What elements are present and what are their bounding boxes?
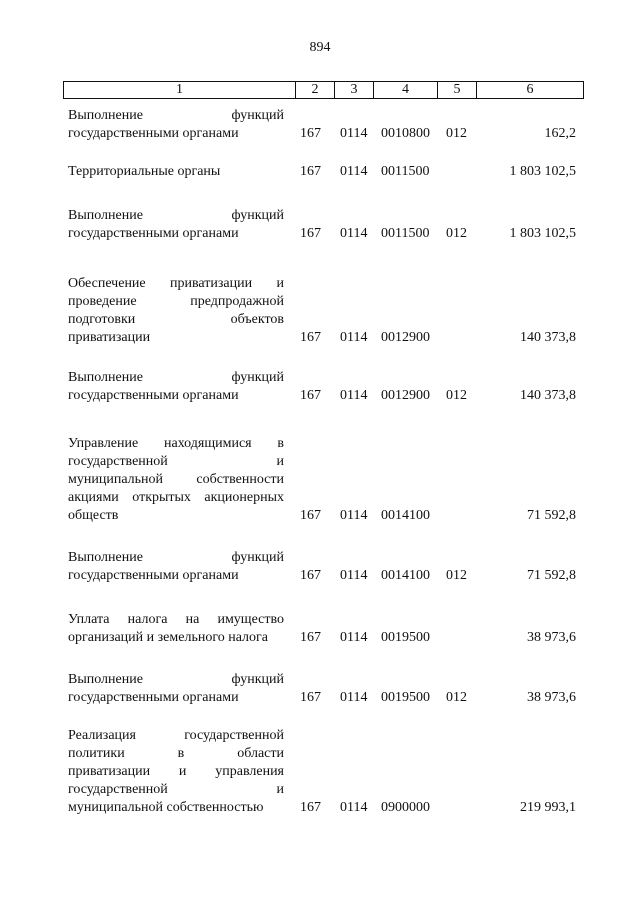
row-c5: 012: [446, 690, 467, 705]
row-c3: 0114: [340, 226, 368, 241]
row-name-line: Уплата налога на имущество: [68, 612, 284, 627]
row-c6: 71 592,8: [527, 508, 576, 523]
row-c6: 1 803 102,5: [509, 164, 576, 179]
row-c3: 0114: [340, 330, 368, 345]
row-c2: 167: [300, 568, 321, 583]
row-c3: 0114: [340, 388, 368, 403]
row-c4: 0012900: [381, 388, 430, 403]
row-c4: 0019500: [381, 690, 430, 705]
row-c6: 71 592,8: [527, 568, 576, 583]
row-c4: 0011500: [381, 226, 430, 241]
row-name-line: обществ: [68, 508, 119, 523]
row-name-line: политики в области: [68, 746, 284, 761]
row-name: [68, 369, 284, 405]
row-c4: 0014100: [381, 568, 430, 583]
row-name-line: организаций и земельного налога: [68, 630, 268, 645]
header-col-3: 3: [335, 82, 374, 98]
row-name-line: Обеспечение приватизации и: [68, 276, 284, 291]
row-name: [68, 107, 284, 143]
row-name: [68, 611, 284, 647]
row-c2: 167: [300, 800, 321, 815]
row-name-line: приватизации: [68, 330, 151, 345]
row-name-line: Территориальные органы: [68, 164, 221, 179]
row-name: [68, 549, 284, 585]
row-name: [68, 727, 284, 817]
row-c3: 0114: [340, 690, 368, 705]
row-c3: 0114: [340, 508, 368, 523]
row-name-line: государственными органами: [68, 388, 239, 403]
header-col-5: 5: [438, 82, 477, 98]
row-name: [68, 435, 284, 525]
row-c6: 162,2: [544, 126, 576, 141]
row-c5: 012: [446, 388, 467, 403]
row-name-line: государственными органами: [68, 568, 239, 583]
row-name-line: Реализация государственной: [68, 728, 284, 743]
row-c4: 0010800: [381, 126, 430, 141]
row-c6: 38 973,6: [527, 630, 576, 645]
row-c5: 012: [446, 126, 467, 141]
row-name-line: Выполнение функций: [68, 672, 284, 687]
row-name-line: Выполнение функций: [68, 208, 284, 223]
row-c4: 0014100: [381, 508, 430, 523]
row-name: [68, 275, 284, 347]
row-c2: 167: [300, 164, 321, 179]
row-c3: 0114: [340, 800, 368, 815]
page-number: 894: [309, 40, 331, 55]
row-c2: 167: [300, 630, 321, 645]
row-c2: 167: [300, 126, 321, 141]
row-name-line: Выполнение функций: [68, 370, 284, 385]
row-name-line: муниципальной собственностью: [68, 800, 264, 815]
row-c6: 140 373,8: [520, 330, 576, 345]
row-name-line: подготовки объектов: [68, 312, 284, 327]
row-name: [68, 671, 284, 707]
row-c6: 1 803 102,5: [509, 226, 576, 241]
row-c2: 167: [300, 690, 321, 705]
row-name: [68, 163, 284, 181]
row-name-line: государственными органами: [68, 690, 239, 705]
row-name-line: государственными органами: [68, 226, 239, 241]
row-c6: 38 973,6: [527, 690, 576, 705]
row-c4: 0011500: [381, 164, 430, 179]
row-name-line: приватизации и управления: [68, 764, 284, 779]
row-c3: 0114: [340, 630, 368, 645]
header-col-4: 4: [374, 82, 438, 98]
row-name-line: Выполнение функций: [68, 550, 284, 565]
row-name-line: проведение предпродажной: [68, 294, 284, 309]
header-col-1: 1: [64, 82, 296, 98]
row-name-line: государственной и: [68, 782, 284, 797]
row-c2: 167: [300, 508, 321, 523]
row-c5: 012: [446, 568, 467, 583]
row-c3: 0114: [340, 164, 368, 179]
table-header: [63, 81, 584, 99]
row-name-line: государственной и: [68, 454, 284, 469]
row-name-line: муниципальной собственности: [68, 472, 284, 487]
row-c2: 167: [300, 226, 321, 241]
row-c3: 0114: [340, 126, 368, 141]
row-name-line: Управление находящимися в: [68, 436, 284, 451]
row-name-line: Выполнение функций: [68, 108, 284, 123]
row-name: [68, 207, 284, 243]
row-c4: 0012900: [381, 330, 430, 345]
row-name-line: акциями открытых акционерных: [68, 490, 284, 505]
row-name-line: государственными органами: [68, 126, 239, 141]
row-c6: 219 993,1: [520, 800, 576, 815]
row-c2: 167: [300, 330, 321, 345]
row-c2: 167: [300, 388, 321, 403]
row-c6: 140 373,8: [520, 388, 576, 403]
header-col-2: 2: [296, 82, 335, 98]
row-c5: 012: [446, 226, 467, 241]
row-c4: 0900000: [381, 800, 430, 815]
row-c3: 0114: [340, 568, 368, 583]
row-c4: 0019500: [381, 630, 430, 645]
header-col-6: 6: [526, 82, 534, 97]
